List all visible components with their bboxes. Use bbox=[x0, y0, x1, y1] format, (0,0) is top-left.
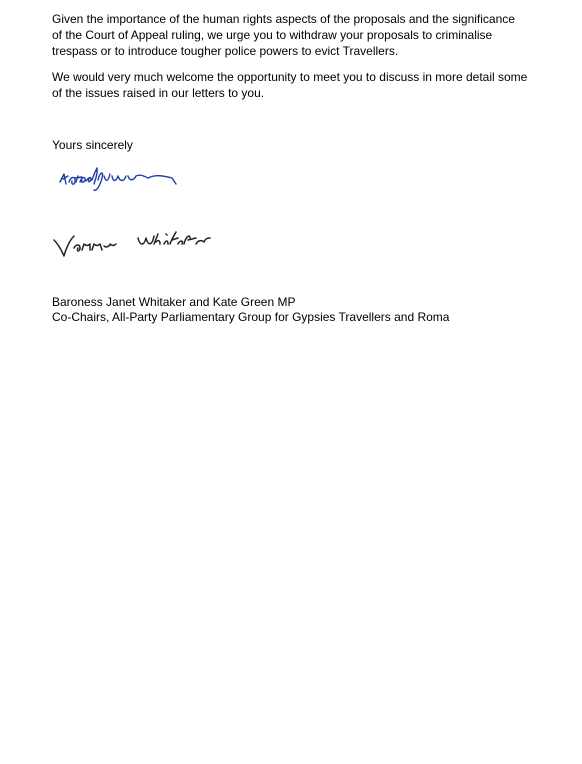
signature-janet-whitaker bbox=[50, 224, 220, 266]
signatories-names: Baroness Janet Whitaker and Kate Green MP bbox=[52, 295, 296, 309]
body-paragraph: We would very much welcome the opportunity to meet you to discuss in more detail some of the issues raised in our letters to you. bbox=[52, 70, 528, 100]
closing-salutation: Yours sincerely bbox=[52, 138, 133, 152]
signature-kate-green bbox=[56, 162, 206, 198]
body-paragraph: Given the importance of the human rights aspects of the proposals and the significance of the Court of Appeal ruling, we urge you to withdraw your proposals to criminalise trespass or to introduce tougher police powers to evict Travellers. bbox=[52, 12, 515, 58]
signatories-title: Co-Chairs, All-Party Parliamentary Group for Gypsies Travellers and Roma bbox=[52, 310, 450, 324]
